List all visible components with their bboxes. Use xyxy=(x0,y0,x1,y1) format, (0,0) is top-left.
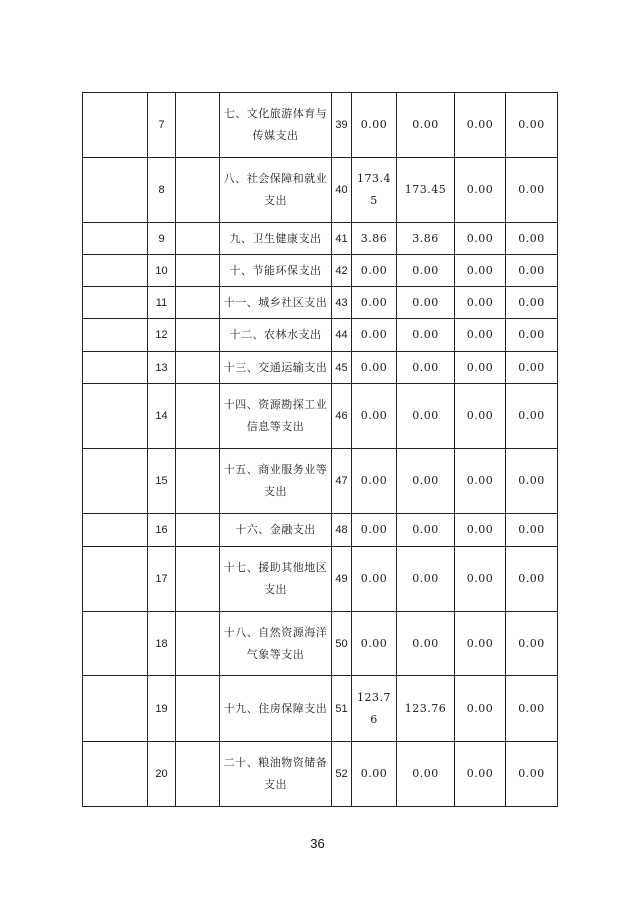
row-index-cell: 7 xyxy=(148,93,176,158)
amount-cell-2: 173.45 xyxy=(397,158,455,223)
table-row xyxy=(83,384,558,449)
blank-cell xyxy=(83,612,148,676)
blank-cell xyxy=(176,352,220,384)
amount-cell-2: 0.00 xyxy=(397,449,455,514)
amount-cell-4: 0.00 xyxy=(506,93,558,158)
line-number-cell: 40 xyxy=(332,158,352,223)
amount-cell-2: 0.00 xyxy=(397,319,455,352)
row-index-cell: 11 xyxy=(148,287,176,319)
line-number-cell: 49 xyxy=(332,547,352,612)
amount-cell-4: 0.00 xyxy=(506,676,558,742)
amount-cell-3: 0.00 xyxy=(455,676,506,742)
table-row xyxy=(83,319,558,352)
row-index-cell: 10 xyxy=(148,255,176,287)
blank-cell xyxy=(176,676,220,742)
amount-cell-3: 0.00 xyxy=(455,93,506,158)
amount-cell-2: 0.00 xyxy=(397,547,455,612)
amount-cell-3: 0.00 xyxy=(455,255,506,287)
row-index-cell: 8 xyxy=(148,158,176,223)
amount-cell-4: 0.00 xyxy=(506,287,558,319)
line-number-cell: 39 xyxy=(332,93,352,158)
blank-cell xyxy=(176,255,220,287)
amount-cell-2: 0.00 xyxy=(397,93,455,158)
amount-cell-1: 0.00 xyxy=(352,449,397,514)
amount-cell-3: 0.00 xyxy=(455,449,506,514)
amount-cell-2: 3.86 xyxy=(397,223,455,255)
amount-cell-3: 0.00 xyxy=(455,384,506,449)
amount-cell-1: 173.45 xyxy=(352,158,397,223)
blank-cell xyxy=(176,514,220,547)
amount-cell-2: 0.00 xyxy=(397,514,455,547)
blank-cell xyxy=(176,223,220,255)
amount-cell-2: 0.00 xyxy=(397,742,455,807)
blank-cell xyxy=(176,612,220,676)
blank-cell xyxy=(176,158,220,223)
table-row xyxy=(83,547,558,612)
amount-cell-2: 0.00 xyxy=(397,384,455,449)
item-name-cell: 十四、资源勘探工业信息等支出 xyxy=(220,384,332,449)
item-name-cell: 十八、自然资源海洋气象等支出 xyxy=(220,612,332,676)
item-name-cell: 十七、援助其他地区支出 xyxy=(220,547,332,612)
blank-cell xyxy=(83,287,148,319)
line-number-cell: 48 xyxy=(332,514,352,547)
amount-cell-3: 0.00 xyxy=(455,319,506,352)
blank-cell xyxy=(83,255,148,287)
amount-cell-4: 0.00 xyxy=(506,223,558,255)
amount-cell-1: 0.00 xyxy=(352,93,397,158)
item-name-cell: 十一、城乡社区支出 xyxy=(220,287,332,319)
amount-cell-3: 0.00 xyxy=(455,514,506,547)
row-index-cell: 9 xyxy=(148,223,176,255)
line-number-cell: 50 xyxy=(332,612,352,676)
blank-cell xyxy=(83,223,148,255)
item-name-cell: 十五、商业服务业等支出 xyxy=(220,449,332,514)
amount-cell-3: 0.00 xyxy=(455,612,506,676)
row-index-cell: 12 xyxy=(148,319,176,352)
amount-cell-1: 0.00 xyxy=(352,255,397,287)
table-row xyxy=(83,223,558,255)
row-index-cell: 13 xyxy=(148,352,176,384)
blank-cell xyxy=(83,93,148,158)
amount-cell-4: 0.00 xyxy=(506,547,558,612)
amount-cell-2: 0.00 xyxy=(397,255,455,287)
line-number-cell: 43 xyxy=(332,287,352,319)
item-name-cell: 十、节能环保支出 xyxy=(220,255,332,287)
blank-cell xyxy=(83,352,148,384)
amount-cell-4: 0.00 xyxy=(506,384,558,449)
amount-cell-4: 0.00 xyxy=(506,158,558,223)
item-name-cell: 八、社会保障和就业支出 xyxy=(220,158,332,223)
amount-cell-1: 0.00 xyxy=(352,384,397,449)
row-index-cell: 15 xyxy=(148,449,176,514)
blank-cell xyxy=(83,742,148,807)
amount-cell-4: 0.00 xyxy=(506,514,558,547)
amount-cell-3: 0.00 xyxy=(455,287,506,319)
amount-cell-4: 0.00 xyxy=(506,612,558,676)
item-name-cell: 九、卫生健康支出 xyxy=(220,223,332,255)
amount-cell-4: 0.00 xyxy=(506,742,558,807)
table-row xyxy=(83,93,558,158)
blank-cell xyxy=(83,676,148,742)
table-row xyxy=(83,514,558,547)
blank-cell xyxy=(176,742,220,807)
line-number-cell: 46 xyxy=(332,384,352,449)
amount-cell-3: 0.00 xyxy=(455,352,506,384)
row-index-cell: 19 xyxy=(148,676,176,742)
amount-cell-1: 3.86 xyxy=(352,223,397,255)
amount-cell-3: 0.00 xyxy=(455,158,506,223)
table-row xyxy=(83,742,558,807)
amount-cell-4: 0.00 xyxy=(506,449,558,514)
page-number: 36 xyxy=(310,836,325,851)
table-row xyxy=(83,287,558,319)
amount-cell-1: 0.00 xyxy=(352,352,397,384)
table-row xyxy=(83,612,558,676)
item-name-cell: 七、文化旅游体育与传媒支出 xyxy=(220,93,332,158)
amount-cell-4: 0.00 xyxy=(506,255,558,287)
blank-cell xyxy=(83,384,148,449)
table-body xyxy=(83,93,558,807)
row-index-cell: 17 xyxy=(148,547,176,612)
table-row xyxy=(83,676,558,742)
row-index-cell: 18 xyxy=(148,612,176,676)
amount-cell-2: 0.00 xyxy=(397,287,455,319)
table-row xyxy=(83,255,558,287)
row-index-cell: 16 xyxy=(148,514,176,547)
amount-cell-1: 0.00 xyxy=(352,612,397,676)
amount-cell-2: 0.00 xyxy=(397,352,455,384)
blank-cell xyxy=(176,449,220,514)
item-name-cell: 十三、交通运输支出 xyxy=(220,352,332,384)
amount-cell-3: 0.00 xyxy=(455,547,506,612)
expenditure-table xyxy=(82,92,558,807)
table-row xyxy=(83,449,558,514)
row-index-cell: 14 xyxy=(148,384,176,449)
amount-cell-2: 0.00 xyxy=(397,612,455,676)
amount-cell-1: 0.00 xyxy=(352,319,397,352)
blank-cell xyxy=(176,93,220,158)
table-row xyxy=(83,352,558,384)
amount-cell-3: 0.00 xyxy=(455,742,506,807)
item-name-cell: 十六、金融支出 xyxy=(220,514,332,547)
amount-cell-1: 0.00 xyxy=(352,287,397,319)
line-number-cell: 44 xyxy=(332,319,352,352)
blank-cell xyxy=(176,287,220,319)
amount-cell-3: 0.00 xyxy=(455,223,506,255)
line-number-cell: 47 xyxy=(332,449,352,514)
amount-cell-4: 0.00 xyxy=(506,352,558,384)
line-number-cell: 45 xyxy=(332,352,352,384)
item-name-cell: 十九、住房保障支出 xyxy=(220,676,332,742)
line-number-cell: 51 xyxy=(332,676,352,742)
amount-cell-1: 0.00 xyxy=(352,547,397,612)
row-index-cell: 20 xyxy=(148,742,176,807)
amount-cell-1: 0.00 xyxy=(352,742,397,807)
blank-cell xyxy=(176,547,220,612)
blank-cell xyxy=(176,319,220,352)
blank-cell xyxy=(83,319,148,352)
item-name-cell: 十二、农林水支出 xyxy=(220,319,332,352)
amount-cell-4: 0.00 xyxy=(506,319,558,352)
blank-cell xyxy=(83,547,148,612)
line-number-cell: 41 xyxy=(332,223,352,255)
amount-cell-1: 123.76 xyxy=(352,676,397,742)
line-number-cell: 52 xyxy=(332,742,352,807)
item-name-cell: 二十、粮油物资储备支出 xyxy=(220,742,332,807)
amount-cell-1: 0.00 xyxy=(352,514,397,547)
blank-cell xyxy=(176,384,220,449)
blank-cell xyxy=(83,449,148,514)
blank-cell xyxy=(83,158,148,223)
line-number-cell: 42 xyxy=(332,255,352,287)
amount-cell-2: 123.76 xyxy=(397,676,455,742)
table-row xyxy=(83,158,558,223)
blank-cell xyxy=(83,514,148,547)
